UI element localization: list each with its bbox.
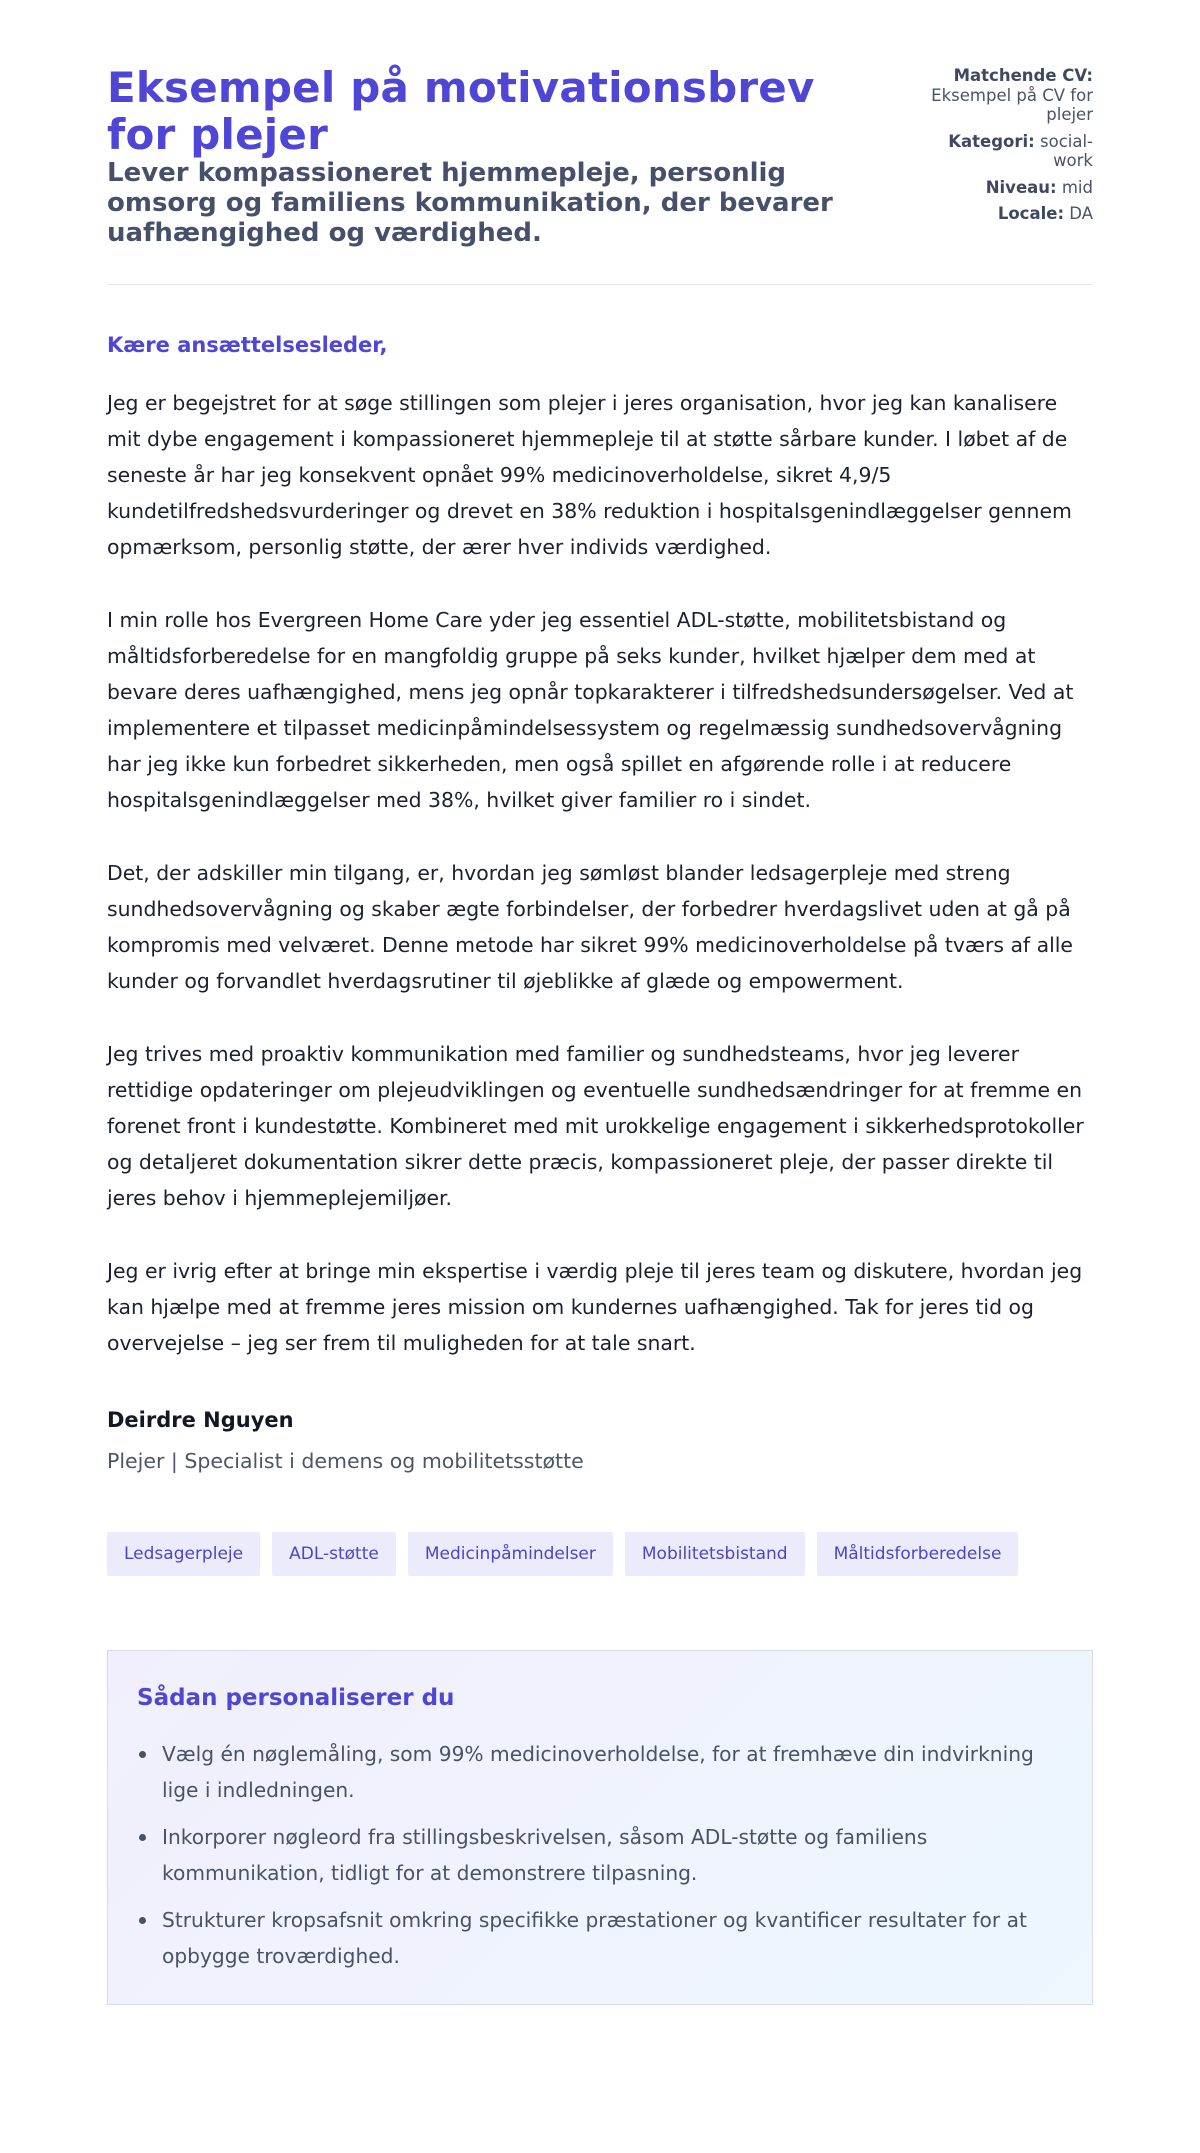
meta-category-label: Kategori: [948, 131, 1035, 151]
page-title: Eksempel på motivationsbrev for plejer [107, 63, 815, 159]
tips-list [137, 1736, 1063, 1974]
letter-paragraph: I min rolle hos Evergreen Home Care yder jeg essentiel ADL-støtte, mobilitetsbistand og måltidsforberedelse for en mangfoldig gruppe på seks kunder, hvilket hjælper dem med at bevare deres uafhængighed, mens jeg opnår topkarakterer i tilfredshedsundersøgelser. Ved at implementere et tilpasset medicinpåmindelsessystem og regelmæssig sundhedsovervågning har jeg ikke kun forbedret sikkerheden, men også spillet en afgørende rolle i at reducere hospitalsgenindlæggelser med 38%, hvilket giver familier ro i sindet. [107, 608, 1074, 812]
skill-tag: Medicinpåmindelser [408, 1532, 613, 1576]
meta-level [913, 178, 1093, 198]
meta-matching-cv [913, 66, 1093, 125]
letter-paragraph: Jeg er begejstret for at søge stillingen som plejer i jeres organisation, hvor jeg kan kanalisere mit dybe engagement i kompassioneret hjemmepleje til at støtte sårbare kunder. I løbet af de seneste år har jeg konsekvent opnået 99% medicinoverholdelse, sikret 4,9/5 kundetilfredshedsvurderinger og drevet en 38% reduktion i hospitalsgenindlæggelser gennem opmærksom, personlig støtte, der ærer hver individs værdighed. [107, 391, 1072, 559]
skill-tag: Måltidsforberedelse [817, 1532, 1019, 1576]
skill-tag: Ledsagerpleje [107, 1532, 260, 1576]
bullet-icon [139, 1751, 146, 1758]
meta-category-value: social-work [1040, 131, 1093, 170]
tip-item [137, 1819, 1063, 1891]
personalization-tips [107, 1650, 1093, 2005]
page-header [107, 0, 1093, 285]
meta-level-label: Niveau: [985, 177, 1057, 197]
signature-block [107, 1407, 1093, 1474]
tip-text: Vælg én nøglemåling, som 99% medicinoverholdelse, for at fremhæve din indvirkning lige i indledningen. [162, 1742, 1034, 1802]
tip-item [137, 1736, 1063, 1808]
letter-paragraph: Det, der adskiller min tilgang, er, hvordan jeg sømløst blander ledsagerpleje med streng sundhedsovervågning og skaber ægte forbindelser, der forbedrer hverdagslivet uden at gå på kompromis med velværet. Denne metode har sikret 99% medicinoverholdelse på tværs af alle kunder og forvandlet hverdagsrutiner til øjeblikke af glæde og empowerment. [107, 861, 1073, 993]
meta-locale [913, 204, 1093, 224]
letter-body [107, 332, 1093, 2005]
letter-greeting: Kære ansættelsesleder, [107, 333, 388, 357]
skill-tag: ADL-støtte [272, 1532, 396, 1576]
bullet-icon [139, 1834, 146, 1841]
signature-name: Deirdre Nguyen [107, 1408, 294, 1432]
letter-paragraph: Jeg trives med proaktiv kommunikation med familier og sundhedsteams, hvor jeg leverer rettidige opdateringer om plejeudviklingen og eventuelle sundhedsændringer for at fremme en forenet front i kundestøtte. Kombineret med mit urokkelige engagement i sikkerhedsprotokoller og detaljeret dokumentation sikrer dette præcis, kompassioneret pleje, der passer direkte til jeres behov i hjemmeplejemiljøer. [107, 1042, 1084, 1210]
meta-panel [913, 66, 1093, 231]
tip-text: Inkorporer nøgleord fra stillingsbeskrivelsen, såsom ADL-støtte og familiens kommunikation, tidligt for at demonstrere tilpasning. [162, 1825, 928, 1885]
page-subtitle: Lever kompassioneret hjemmepleje, personlig omsorg og familiens kommunikation, der bevarer uafhængighed og værdighed. [107, 158, 833, 248]
tips-title: Sådan personaliserer du [137, 1685, 455, 1711]
signature-role: Plejer | Specialist i demens og mobilitetsstøtte [107, 1449, 584, 1473]
tip-item [137, 1902, 1063, 1974]
letter-paragraphs [107, 385, 1093, 1361]
letter-paragraph: Jeg er ivrig efter at bringe min ekspertise i værdig pleje til jeres team og diskutere, hvordan jeg kan hjælpe med at fremme jeres mission om kundernes uafhængighed. Tak for jeres tid og overvejelse – jeg ser frem til muligheden for at tale snart. [107, 1259, 1083, 1355]
meta-cv-label: Matchende CV: [953, 66, 1093, 85]
skill-tag: Mobilitetsbistand [625, 1532, 805, 1576]
skill-tags [107, 1532, 1093, 1576]
meta-locale-label: Locale: [997, 204, 1065, 223]
bullet-icon [139, 1917, 146, 1924]
meta-cv-value: Eksempel på CV for plejer [931, 85, 1093, 124]
title-block [107, 64, 892, 248]
meta-level-value: mid [1061, 177, 1093, 197]
meta-category [913, 132, 1093, 171]
meta-locale-value: DA [1069, 204, 1093, 223]
tip-text: Strukturer kropsafsnit omkring specifikke præstationer og kvantificer resultater for at opbygge troværdighed. [162, 1908, 1027, 1968]
